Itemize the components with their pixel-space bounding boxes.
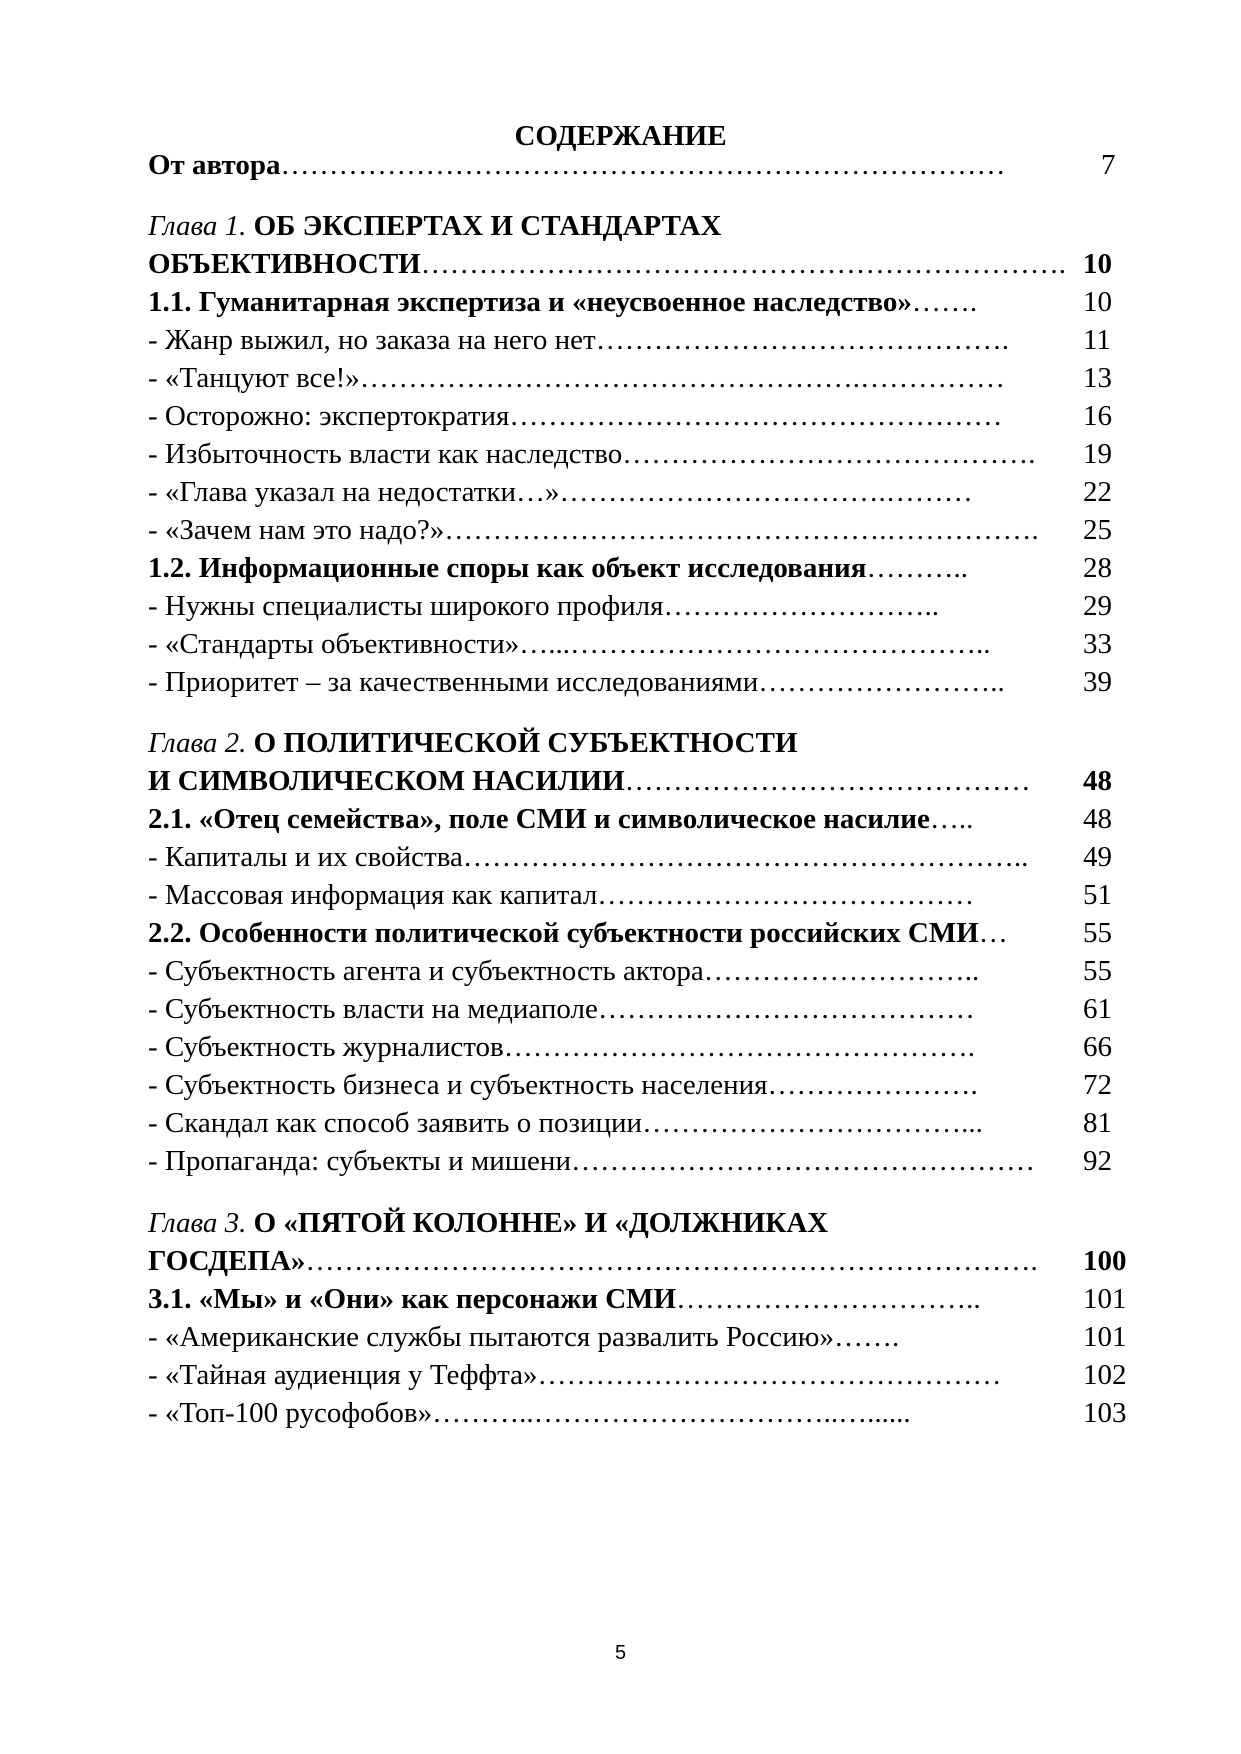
entry-leader: ………………………………………… [570,1145,1035,1177]
entry-text: - «Тайная аудиенция у Теффта» [148,1359,538,1391]
entry-leader: ……. [911,286,978,318]
toc-entry[interactable] [148,358,1145,398]
entry-page: 101 [1083,1321,1127,1353]
entry-text: - Субъектность агента и субъектность актора [148,955,704,987]
toc-entry[interactable] [148,662,1145,702]
entry-page: 13 [1083,362,1112,394]
entry-page: 11 [1083,324,1111,356]
entry-page: 66 [1083,1031,1112,1063]
entry-page: 29 [1083,590,1112,622]
entry-page: 55 [1083,955,1112,987]
toc-entry[interactable] [148,837,1145,877]
toc-entry[interactable] [148,548,1145,588]
entry-page: 48 [1083,803,1112,835]
entry-leader: …………………. [767,1069,978,1101]
entry-page: 101 [1083,1283,1127,1315]
entry-text: - Субъектность журналистов [148,1031,504,1063]
entry-leader: …………………………………………….…………… [359,362,1006,394]
chapter-title-line2: ГОСДЕПА» [148,1245,306,1277]
toc-entry[interactable] [148,396,1145,436]
entry-leader: …………………………………………. [503,1031,975,1063]
entry-text: 1.2. Информационные споры как объект исследования [148,552,867,584]
chapter-title-line1: О «ПЯТОЙ КОЛОННЕ» И «ДОЛЖНИКАХ [253,1207,829,1239]
entry-text: - Пропаганда: субъекты и мишени [148,1145,571,1177]
entry-text: 1.1. Гуманитарная экспертиза и «неусвоенное наследство» [148,286,912,318]
entry-leader: ……………………….. [703,955,980,987]
entry-text: - Скандал как способ заявить о позиции [148,1107,643,1139]
entry-leader: …………………………………… [624,765,1031,797]
entry-leader: …...…………………………………….. [519,628,991,660]
entry-leader: ………..…………………………..…...... [432,1397,911,1429]
entry-page: 48 [1083,765,1112,797]
entry-text: - «Зачем нам это надо?» [148,514,445,546]
entry-leader: ……….. [866,552,968,584]
entry-page: 92 [1083,1145,1112,1177]
page-number: 5 [614,1642,627,1664]
entry-page: 33 [1083,628,1112,660]
toc-entry[interactable] [148,1141,1145,1181]
chapter-label: Глава 1. [148,210,247,242]
entry-text: От автора [148,149,281,181]
entry-page: 28 [1083,552,1112,584]
chapter-title-line1: ОБ ЭКСПЕРТАХ И СТАНДАРТАХ [253,210,722,242]
toc-entry[interactable] [148,1317,1145,1357]
entry-text: 3.1. «Мы» и «Они» как персонажи СМИ [148,1283,677,1315]
entry-leader: ………………………………… [597,993,975,1025]
chapter-label: Глава 3. [148,1207,247,1239]
entry-leader: …………………………………………………………………. [305,1245,1038,1277]
entry-text: - «Стандарты объективности» [148,628,520,660]
entry-page: 103 [1083,1397,1127,1429]
entry-page: 72 [1083,1069,1112,1101]
entry-leader: ………………………………………………………………… [280,149,1006,181]
chapter2-heading [148,723,1145,763]
entry-leader: ………………………………… [597,879,975,911]
chapter-title-line1: О ПОЛИТИЧЕСКОЙ СУБЪЕКТНОСТИ [253,727,798,759]
toc-entry[interactable] [148,875,1145,915]
entry-text: - «Глава указал на недостатки…» [148,476,560,508]
toc-entry-chapter2[interactable] [148,761,1145,801]
entry-page: 100 [1083,1245,1127,1277]
entry-leader: …………………………….……… [559,476,973,508]
toc-entry[interactable] [148,510,1145,550]
toc-entry[interactable] [148,1027,1145,1067]
entry-page: 25 [1083,514,1112,546]
entry-text: - Избыточность власти как наследство [148,438,623,470]
toc-entry[interactable] [148,1355,1145,1395]
chapter-label: Глава 2. [148,727,247,759]
entry-page: 61 [1083,993,1112,1025]
entry-leader: ……………………….. [663,590,939,622]
toc-entry[interactable] [148,320,1145,360]
toc-entry[interactable] [148,434,1145,474]
entry-page: 22 [1083,476,1112,508]
chapter3-heading [148,1203,1145,1243]
toc-entry[interactable] [148,586,1145,626]
chapter-title-line2: ОБЪЕКТИВНОСТИ [148,248,421,280]
entry-page: 16 [1083,400,1112,432]
toc-entry-chapter1[interactable] [148,244,1145,284]
entry-text: - Нужны специалисты широкого профиля [148,590,664,622]
entry-leader: …………………………………………………………. [420,248,1066,280]
toc-entry[interactable] [148,989,1145,1029]
entry-page: 102 [1083,1359,1127,1391]
entry-page: 81 [1083,1107,1112,1139]
toc-entry[interactable] [148,1065,1145,1105]
toc-entry-chapter3[interactable] [148,1241,1145,1281]
entry-leader: …………………………………………… [509,400,1003,432]
toc-entry[interactable] [148,913,1145,953]
entry-text: - Приоритет – за качественными исследованиями [148,666,759,698]
entry-leader: ……. [833,1321,900,1353]
entry-text: - «Топ-100 русофобов» [148,1397,433,1429]
chapter-title-line2: И СИМВОЛИЧЕСКОМ НАСИЛИИ [148,765,625,797]
entry-text: 2.1. «Отец семейства», поле СМИ и символическое насилие [148,803,930,835]
entry-leader: ………………………….. [676,1283,981,1315]
entry-page: 55 [1083,917,1112,949]
toc-entry[interactable] [148,624,1145,664]
entry-page: 39 [1083,666,1112,698]
entry-text: - Субъектность бизнеса и субъектность населения [148,1069,768,1101]
entry-page: 19 [1083,438,1112,470]
entry-leader: ………………………………………………….. [462,841,1029,873]
toc-entry[interactable] [148,1393,1145,1433]
entry-page: 10 [1083,248,1112,280]
entry-text: - Субъектность власти на медиаполе [148,993,598,1025]
toc-entry[interactable] [148,1279,1145,1319]
entry-page: 51 [1083,879,1112,911]
entry-text: 2.2. Особенности политической субъектности российских СМИ [148,917,979,949]
entry-text: - «Танцуют все!» [148,362,360,394]
entry-leader: ……………………………………. [622,438,1036,470]
toc-title: СОДЕРЖАНИЕ [514,120,727,152]
toc-entry[interactable] [148,799,1145,839]
entry-leader: ……………………………………. [595,324,1009,356]
entry-leader: … [978,917,1008,949]
entry-text: - Жанр выжил, но заказа на него нет [148,324,596,356]
entry-text: - Капиталы и их свойства [148,841,463,873]
entry-text: - «Американские службы пытаются развалить Россию» [148,1321,834,1353]
entry-text: - Осторожно: экспертократия [148,400,510,432]
entry-leader: ……………………………... [642,1107,983,1139]
entry-leader: ……………………………………….……………. [444,514,1039,546]
entry-leader: …………………….. [758,666,1005,698]
chapter1-heading [148,206,1145,246]
toc-entry[interactable] [148,472,1145,512]
entry-leader: ………………………………………… [537,1359,1002,1391]
toc-entry[interactable] [148,282,1145,322]
entry-page: 49 [1083,841,1112,873]
entry-page: 7 [1101,149,1116,181]
entry-leader: ….. [929,803,974,835]
toc-entry-author[interactable] [148,145,1145,185]
toc-entry[interactable] [148,951,1145,991]
entry-text: - Массовая информация как капитал [148,879,598,911]
entry-page: 10 [1083,286,1112,318]
toc-entry[interactable] [148,1103,1145,1143]
